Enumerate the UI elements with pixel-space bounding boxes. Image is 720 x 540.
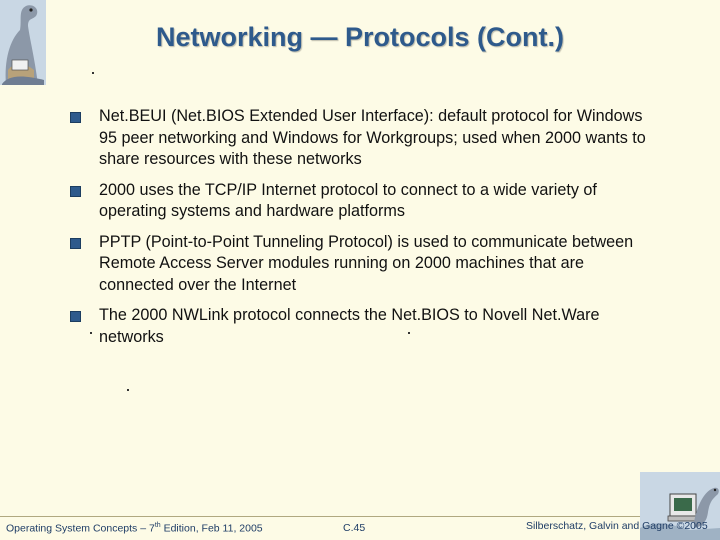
footer-divider [0,516,640,517]
square-bullet-icon [70,238,81,249]
bullet-item [70,180,660,223]
bullet-item [70,232,660,297]
square-bullet-icon [70,112,81,123]
stray-dot [92,72,94,74]
stray-dot [127,389,129,391]
bullet-text: Net.BEUI (Net.BIOS Extended User Interface): default protocol for Windows 95 peer networking and Windows for Workgroups; used when 2000 wants to share resources with these networks [99,107,646,168]
bullet-text: The 2000 NWLink protocol connects the Net.BIOS to Novell Net.Ware networks [99,306,600,346]
square-bullet-icon [70,186,81,197]
footer-book-title: Operating System Concepts – 7th Edition, Feb 11, 2005 [6,522,263,535]
bullet-text: PPTP (Point-to-Point Tunneling Protocol) is used to communicate between Remote Access Server modules running on 2000 machines that are connected over the Internet [99,232,634,294]
bullet-text: 2000 uses the TCP/IP Internet protocol to connect to a wide variety of operating systems and hardware platforms [99,180,597,220]
slide-number: C.45 [343,522,366,534]
square-bullet-icon [70,311,81,322]
bullet-item [70,106,660,171]
slide-title: Networking — Protocols (Cont.) [156,22,564,52]
footer-copyright: Silberschatz, Galvin and Gagne ©2005 [526,520,708,532]
bullet-item [70,305,660,348]
bullet-list [70,106,660,357]
